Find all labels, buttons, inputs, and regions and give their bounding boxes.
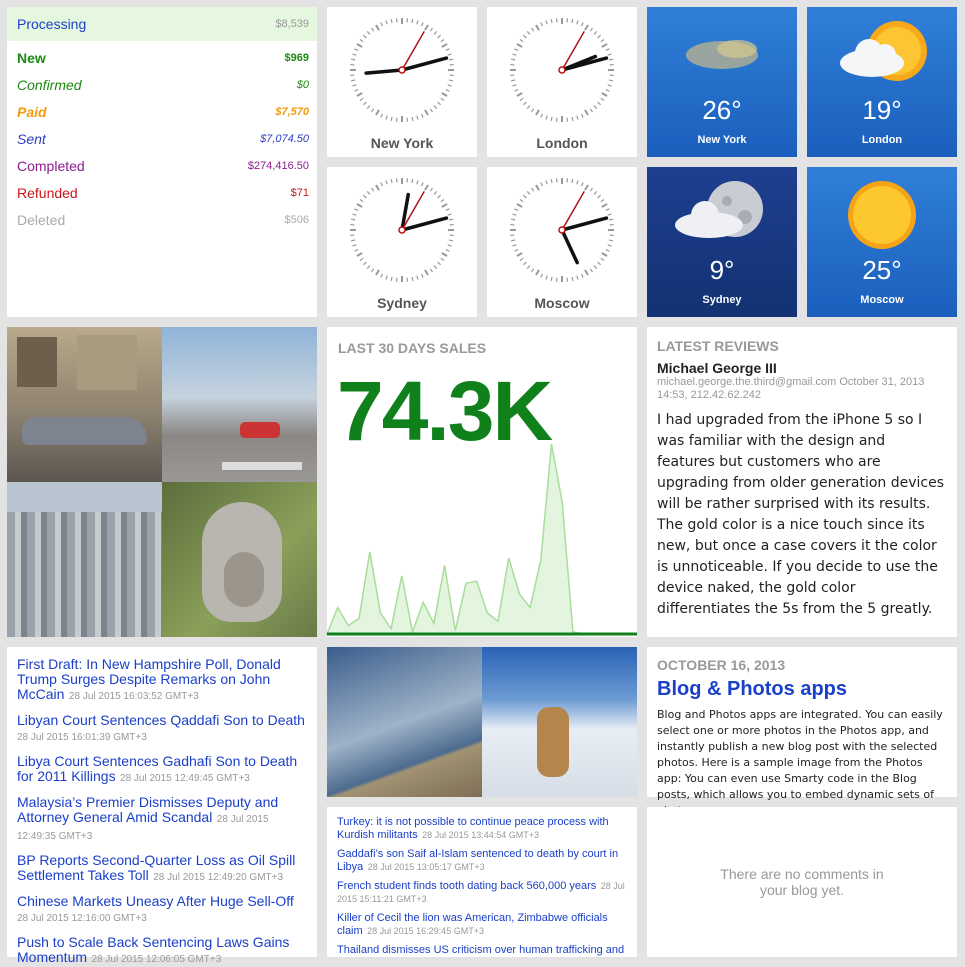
sales-widget[interactable] xyxy=(327,327,637,637)
order-status-amount: $969 xyxy=(285,52,309,64)
order-status-label: Paid xyxy=(17,104,47,120)
order-status-label: Deleted xyxy=(17,212,65,228)
blog-photos[interactable] xyxy=(327,647,637,797)
news-title-link[interactable]: Libyan Court Sentences Qaddafi Son to Death xyxy=(17,712,305,728)
news-title-link[interactable]: Thailand dismisses US criticism over human trafficking and xyxy=(337,944,624,956)
weather-temp: 9° xyxy=(647,255,797,286)
order-status-row[interactable] xyxy=(7,125,317,152)
weather-london xyxy=(807,7,957,157)
moon-cloud-icon xyxy=(647,175,797,255)
news-date: 28 Jul 2015 13:44:54 GMT+3 xyxy=(422,830,539,840)
weather-city: Moscow xyxy=(807,294,957,306)
sales-chart xyxy=(327,327,637,637)
sales-value: 74.3K xyxy=(337,363,551,460)
clock-london xyxy=(487,7,637,157)
news-item[interactable] xyxy=(17,713,307,745)
news-title-link[interactable]: First Draft: In New Hampshire Poll, Donald Trump Surges Despite Remarks on John McCain xyxy=(17,656,281,702)
news-date: 28 Jul 2015 12:49:20 GMT+3 xyxy=(153,872,283,883)
weather-sydney xyxy=(647,167,797,317)
order-status-row[interactable] xyxy=(7,152,317,179)
news-title-link[interactable]: Chinese Markets Uneasy After Huge Sell-Off xyxy=(17,893,294,909)
news-item[interactable] xyxy=(17,935,307,967)
order-status-row[interactable] xyxy=(7,98,317,125)
news-title-link[interactable]: Malaysia’s Premier Dismisses Deputy and Attorney General Amid Scandal xyxy=(17,794,278,825)
blog-widget xyxy=(647,647,957,797)
news-title-link[interactable]: BP Reports Second-Quarter Loss as Oil Spill Settlement Takes Toll xyxy=(17,852,295,883)
no-comments-text: There are no comments in your blog yet. xyxy=(707,866,897,898)
comments-widget xyxy=(647,807,957,957)
weather-moscow xyxy=(807,167,957,317)
blog-title-link[interactable]: Blog & Photos apps xyxy=(657,678,947,701)
news-title-link[interactable]: Turkey: it is not possible to continue peace process with Kurdish militants xyxy=(337,816,609,841)
clock-face-icon xyxy=(347,15,457,125)
photo-snowboarder[interactable] xyxy=(482,647,637,797)
news-item[interactable] xyxy=(337,879,627,905)
order-status-amount: $8,539 xyxy=(275,18,309,30)
clock-face-icon xyxy=(507,175,617,285)
clock-face-icon xyxy=(347,175,457,285)
order-status-amount: $71 xyxy=(291,187,309,199)
order-status-label: Refunded xyxy=(17,185,78,201)
order-status-amount: $506 xyxy=(285,214,309,226)
clock-moscow xyxy=(487,167,637,317)
news-feed-2 xyxy=(327,807,637,957)
photo-city-street[interactable] xyxy=(162,327,317,482)
clock-sydney xyxy=(327,167,477,317)
weather-city: New York xyxy=(647,134,797,146)
order-status-amount: $7,074.50 xyxy=(260,133,309,145)
review-body: I had upgraded from the iPhone 5 so I was familiar with the design and features but customers who are upgrading from older generation devices will be rather surprised with its results. The gold color is a nice touch since its new, but once a case covers it the color is unnoticeable. If you decide to use the device naked, the gold color differentiates the 5s from the 5 greatly. xyxy=(657,410,947,620)
order-status-amount: $0 xyxy=(297,79,309,91)
news-item[interactable] xyxy=(337,911,627,937)
news-date: 28 Jul 2015 16:29:45 GMT+3 xyxy=(367,926,484,936)
reviewer-name: Michael George III xyxy=(657,360,947,376)
news-date: 28 Jul 2015 16:01:39 GMT+3 xyxy=(17,732,147,743)
order-status-widget xyxy=(7,7,317,317)
news-date: 28 Jul 2015 13:05:17 GMT+3 xyxy=(368,862,485,872)
clock-city-label: Sydney xyxy=(327,295,477,311)
clock-city-label: Moscow xyxy=(487,295,637,311)
weather-new-york xyxy=(647,7,797,157)
news-item[interactable] xyxy=(337,815,627,841)
weather-temp: 25° xyxy=(807,255,957,286)
review-meta: michael.george.the.third@gmail.com October 31, 2013 14:53, 212.42.62.242 xyxy=(657,376,947,402)
news-title-link[interactable]: Libya Court Sentences Gadhafi Son to Death for 2011 Killings xyxy=(17,753,297,784)
news-item[interactable] xyxy=(17,657,307,704)
order-status-label: Confirmed xyxy=(17,77,82,93)
sales-area xyxy=(327,444,637,634)
weather-city: London xyxy=(807,134,957,146)
news-feed-1 xyxy=(7,647,317,957)
news-date: 28 Jul 2015 15:11:21 GMT+3 xyxy=(337,881,625,904)
order-status-label: Completed xyxy=(17,158,85,174)
news-date: 28 Jul 2015 12:49:45 GMT+3 xyxy=(120,773,250,784)
news-date: 28 Jul 2015 12:49:35 GMT+3 xyxy=(17,814,269,842)
news-title-link[interactable]: Gaddafi’s son Saif al-Islam sentenced to death by court in Libya xyxy=(337,848,618,873)
photo-street-car[interactable] xyxy=(7,327,162,482)
order-status-amount: $274,416.50 xyxy=(248,160,309,172)
reviews-heading: LATEST REVIEWS xyxy=(657,338,947,354)
order-status-row[interactable] xyxy=(7,179,317,206)
clock-city-label: London xyxy=(487,135,637,151)
news-item[interactable] xyxy=(337,943,627,956)
news-date: 28 Jul 2015 12:16:00 GMT+3 xyxy=(17,913,147,924)
latest-reviews-widget xyxy=(647,327,957,637)
news-date: 28 Jul 2015 12:06:05 GMT+3 xyxy=(91,954,221,965)
order-status-row[interactable] xyxy=(7,206,317,233)
sales-title: LAST 30 DAYS SALES xyxy=(338,340,486,356)
weather-temp: 26° xyxy=(647,95,797,126)
photo-collage[interactable] xyxy=(7,327,317,637)
order-status-row[interactable] xyxy=(7,7,317,41)
order-status-row[interactable] xyxy=(7,71,317,98)
blog-date: OCTOBER 16, 2013 xyxy=(657,657,947,673)
news-title-link[interactable]: Push to Scale Back Sentencing Laws Gains Momentum xyxy=(17,934,289,965)
news-item[interactable] xyxy=(17,853,307,885)
news-item[interactable] xyxy=(17,795,307,844)
blog-text: Blog and Photos apps are integrated. You can easily select one or more photos in the Photos app, and instantly publish a new blog post with the selected photos. Here is a sample image from the Photos app: You can even use Smarty code in the Blog posts, which allows you to embed dynamic sets of xyxy=(657,707,947,819)
news-title-link[interactable]: Killer of Cecil the lion was American, Zimbabwe officials claim xyxy=(337,912,608,937)
weather-city: Sydney xyxy=(647,294,797,306)
order-status-label: Processing xyxy=(17,16,86,32)
clock-city-label: New York xyxy=(327,135,477,151)
order-status-label: New xyxy=(17,50,46,66)
photo-sky-building[interactable] xyxy=(327,647,482,797)
haze-icon xyxy=(647,15,797,95)
news-date: 28 Jul 2015 16:03:52 GMT+3 xyxy=(69,691,199,702)
clock-new-york xyxy=(327,7,477,157)
photo-monkeys[interactable] xyxy=(162,482,317,637)
order-status-amount: $7,570 xyxy=(275,106,309,118)
news-item[interactable] xyxy=(17,754,307,786)
sun-cloud-icon xyxy=(807,15,957,95)
clock-face-icon xyxy=(507,15,617,125)
news-item[interactable] xyxy=(337,847,627,873)
order-status-row[interactable] xyxy=(7,44,317,71)
news-title-link[interactable]: French student finds tooth dating back 560,000 years xyxy=(337,880,596,892)
photo-skyline[interactable] xyxy=(7,482,162,637)
weather-temp: 19° xyxy=(807,95,957,126)
order-status-label: Sent xyxy=(17,131,46,147)
news-item[interactable] xyxy=(17,894,307,926)
sun-icon xyxy=(807,175,957,255)
